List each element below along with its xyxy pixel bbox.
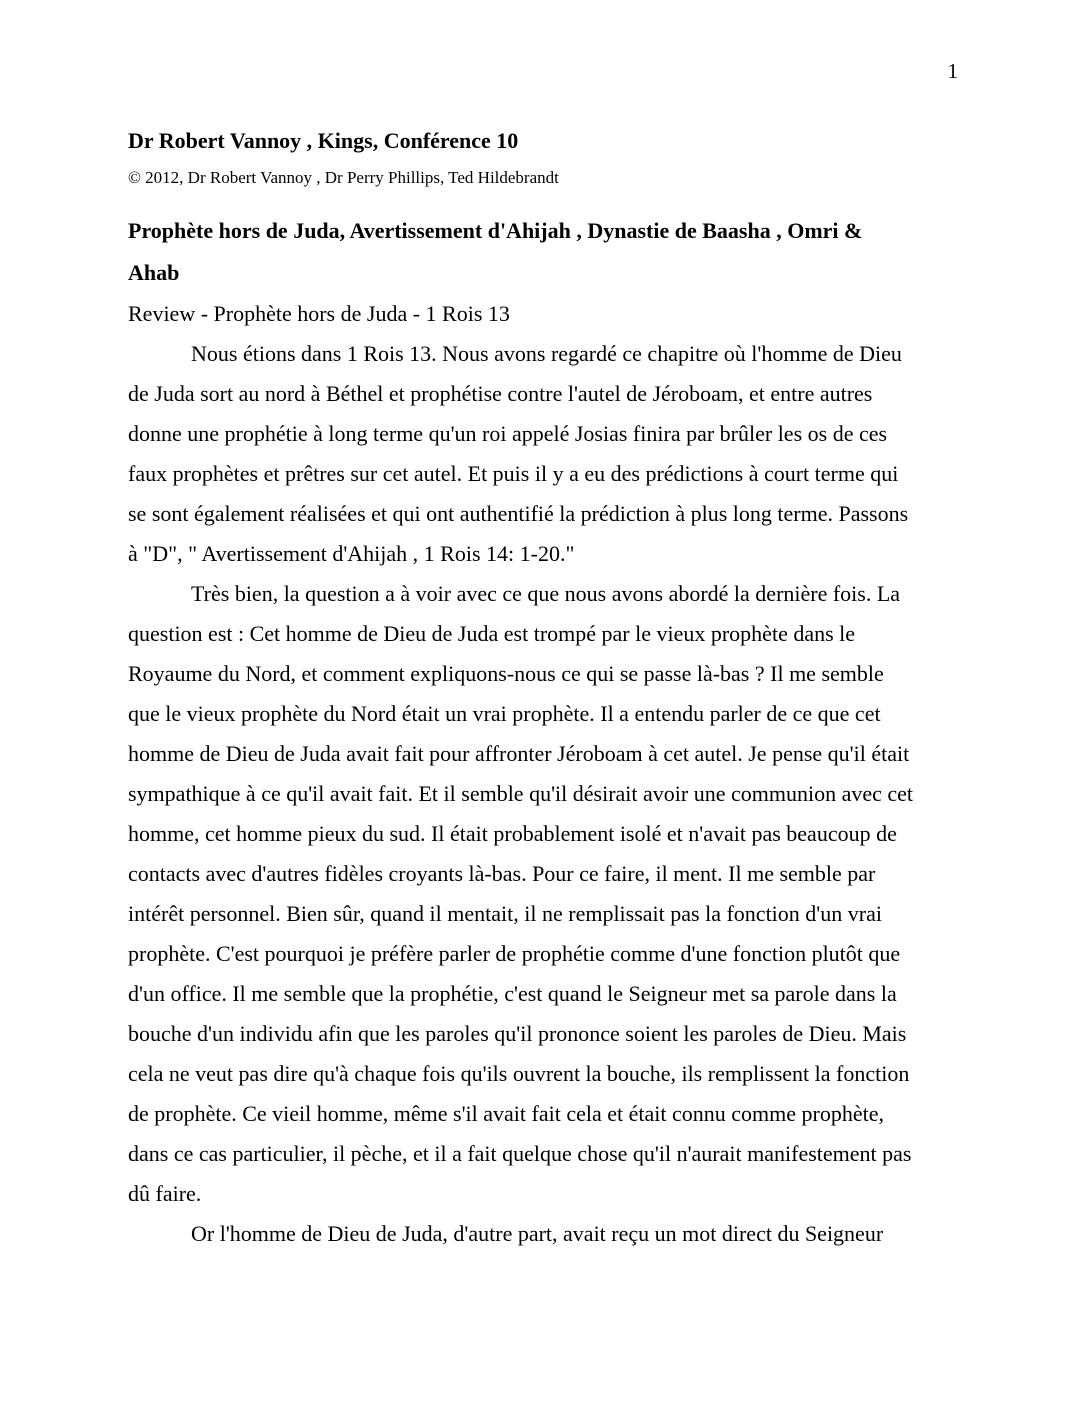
text-line: bouche d'un individu afin que les paroles qu'il prononce soient les paroles de Dieu. Mais <box>128 1021 907 1046</box>
text-line: sympathique à ce qu'il avait fait. Et il semble qu'il désirait avoir une communion avec cet <box>128 781 914 806</box>
review-line: Review - Prophète hors de Juda - 1 Rois 13 <box>128 301 510 326</box>
text-line: Or l'homme de Dieu de Juda, d'autre part, avait reçu un mot direct du Seigneur <box>191 1221 884 1246</box>
text-line: à "D", " Avertissement d'Ahijah , 1 Rois 14: 1-20." <box>128 541 575 566</box>
section-heading <box>128 210 958 294</box>
text-line: de prophète. Ce vieil homme, même s'il avait fait cela et était connu comme prophète, <box>128 1101 884 1126</box>
text-line: prophète. C'est pourquoi je préfère parler de prophétie comme d'une fonction plutôt que <box>128 941 901 966</box>
paragraph-review-1-kings-13 <box>128 334 958 574</box>
text-line: Nous étions dans 1 Rois 13. Nous avons regardé ce chapitre où l'homme de Dieu <box>191 341 902 366</box>
text-line: intérêt personnel. Bien sûr, quand il mentait, il ne remplissait pas la fonction d'un vrai <box>128 901 882 926</box>
document-title: Dr Robert Vannoy , Kings, Conférence 10 <box>128 128 519 153</box>
text-line: question est : Cet homme de Dieu de Juda est trompé par le vieux prophète dans le <box>128 621 856 646</box>
text-line: donne une prophétie à long terme qu'un roi appelé Josias finira par brûler les os de ces <box>128 421 888 446</box>
text-line: Ahab <box>128 260 180 285</box>
text-line: cela ne veut pas dire qu'à chaque fois qu'ils ouvrent la bouche, ils remplissent la fonction <box>128 1061 910 1086</box>
text-line: Très bien, la question a à voir avec ce que nous avons abordé la dernière fois. La <box>191 581 901 606</box>
text-line: de Juda sort au nord à Béthel et prophétise contre l'autel de Jéroboam, et entre autres <box>128 381 873 406</box>
document-body <box>128 294 958 1254</box>
text-line: dans ce cas particulier, il pèche, et il a fait quelque chose qu'il n'aurait manifestement pas <box>128 1141 912 1166</box>
text-line: homme, cet homme pieux du sud. Il était probablement isolé et n'avait pas beaucoup de <box>128 821 897 846</box>
text-line: faux prophètes et prêtres sur cet autel. Et puis il y a eu des prédictions à court terme qui <box>128 461 899 486</box>
copyright-line: © 2012, Dr Robert Vannoy , Dr Perry Phillips, Ted Hildebrandt <box>128 168 559 187</box>
text-line: d'un office. Il me semble que la prophétie, c'est quand le Seigneur met sa parole dans la <box>128 981 897 1006</box>
text-line: contacts avec d'autres fidèles croyants là-bas. Pour ce faire, il ment. Il me semble par <box>128 861 876 886</box>
page-number: 1 <box>947 59 958 83</box>
text-line: homme de Dieu de Juda avait fait pour affronter Jéroboam à cet autel. Je pense qu'il était <box>128 741 910 766</box>
text-line: Royaume du Nord, et comment expliquons-nous ce qui se passe là-bas ? Il me semble <box>128 661 884 686</box>
text-line: se sont également réalisées et qui ont authentifié la prédiction à plus long terme. Passons <box>128 501 909 526</box>
text-line: dû faire. <box>128 1181 202 1206</box>
paragraph-old-prophet-discussion <box>128 574 958 1214</box>
text-line: Prophète hors de Juda, Avertissement d'Ahijah , Dynastie de Baasha , Omri & <box>128 218 863 243</box>
paragraph-man-of-god-direct-word <box>128 1214 958 1254</box>
text-line: que le vieux prophète du Nord était un vrai prophète. Il a entendu parler de ce que cet <box>128 701 881 726</box>
